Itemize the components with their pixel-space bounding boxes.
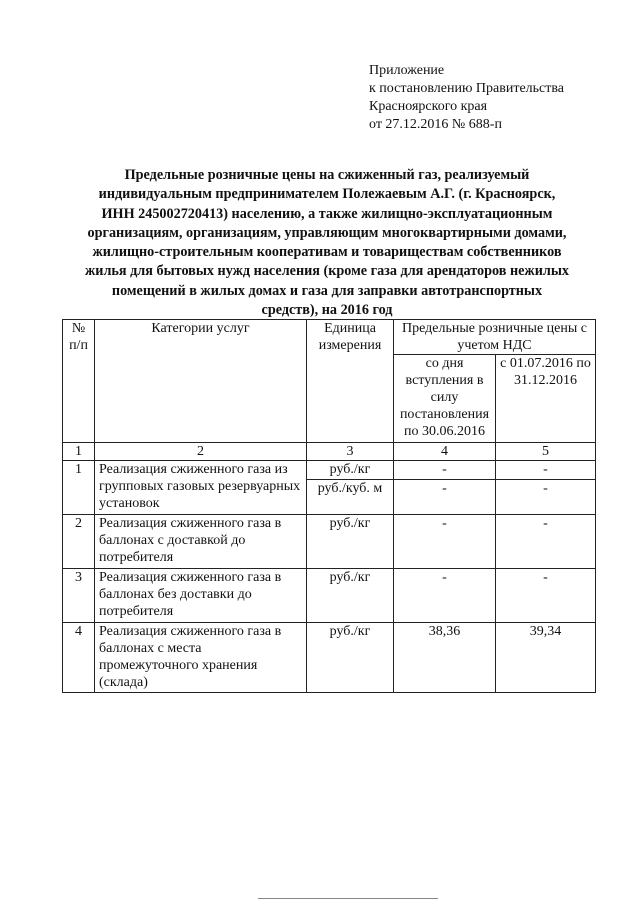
- row-price-1: -: [394, 461, 496, 480]
- row-num: 1: [63, 461, 95, 515]
- row-price-2: 39,34: [496, 623, 596, 693]
- title-line: организациям, организациям, управляющим многоквартирными домами,: [87, 224, 567, 241]
- row-num: 3: [63, 569, 95, 623]
- row-unit: руб./кг: [307, 461, 394, 480]
- table-row: [63, 569, 596, 623]
- row-category: Реализация сжиженного газа в баллонах без доставки до потребителя: [95, 569, 307, 623]
- row-price-1: 38,36: [394, 623, 496, 693]
- appendix-line: Красноярского края: [369, 99, 488, 114]
- appendix-block: [369, 62, 564, 134]
- row-unit: руб./кг: [307, 515, 394, 569]
- title-line: жилищно-строительным кооперативам и товариществам собственников: [92, 244, 562, 261]
- column-number: 2: [95, 443, 307, 461]
- header-num: № п/п: [63, 320, 95, 443]
- row-price-1: -: [394, 480, 496, 515]
- column-number: 3: [307, 443, 394, 461]
- title-line: средств), на 2016 год: [261, 302, 393, 319]
- column-number: 4: [394, 443, 496, 461]
- document-title: [62, 166, 592, 320]
- row-num: 2: [63, 515, 95, 569]
- header-category: Категории услуг: [95, 320, 307, 443]
- title-line: жилья для бытовых нужд населения (кроме газа для арендаторов нежилых: [84, 263, 570, 280]
- column-number-row: [63, 443, 596, 461]
- title-line: индивидуальным предпринимателем Полежаевым А.Г. (г. Красноярск,: [98, 186, 556, 203]
- row-price-2: -: [496, 480, 596, 515]
- header-period-1: со дня вступления в силу постановления по 30.06.2016: [394, 355, 496, 443]
- row-price-2: -: [496, 515, 596, 569]
- row-num: 4: [63, 623, 95, 693]
- header-prices: Предельные розничные цены с учетом НДС: [394, 320, 596, 355]
- header-unit: Единица измерения: [307, 320, 394, 443]
- row-price-2: -: [496, 461, 596, 480]
- row-category: Реализация сжиженного газа из групповых газовых резервуарных установок: [95, 461, 307, 515]
- row-unit: руб./куб. м: [307, 480, 394, 515]
- row-price-1: -: [394, 569, 496, 623]
- row-price-2: -: [496, 569, 596, 623]
- column-number: 5: [496, 443, 596, 461]
- price-table: [62, 319, 596, 693]
- table-row: [63, 461, 596, 480]
- header-period-2: с 01.07.2016 по 31.12.2016: [496, 355, 596, 443]
- title-line: Предельные розничные цены на сжиженный газ, реализуемый: [124, 167, 530, 183]
- title-line: помещений в жилых домах и газа для заправки автотранспортных: [111, 282, 543, 299]
- row-price-1: -: [394, 515, 496, 569]
- row-unit: руб./кг: [307, 569, 394, 623]
- column-number: 1: [63, 443, 95, 461]
- row-category: Реализация сжиженного газа в баллонах с доставкой до потребителя: [95, 515, 307, 569]
- table-row: [63, 515, 596, 569]
- appendix-line: к постановлению Правительства: [369, 81, 565, 96]
- row-unit: руб./кг: [307, 623, 394, 693]
- appendix-date: от 27.12.2016 № 688-п: [369, 117, 502, 132]
- table-header-row: [63, 320, 596, 355]
- appendix-line: Приложение: [369, 63, 445, 78]
- table-row: [63, 623, 596, 693]
- row-category: Реализация сжиженного газа в баллонах с места промежуточного хранения (склада): [95, 623, 307, 693]
- title-line: ИНН 245002720413) населению, а также жилищно-эксплуатационным: [101, 205, 553, 222]
- scan-edge-line: [258, 898, 438, 899]
